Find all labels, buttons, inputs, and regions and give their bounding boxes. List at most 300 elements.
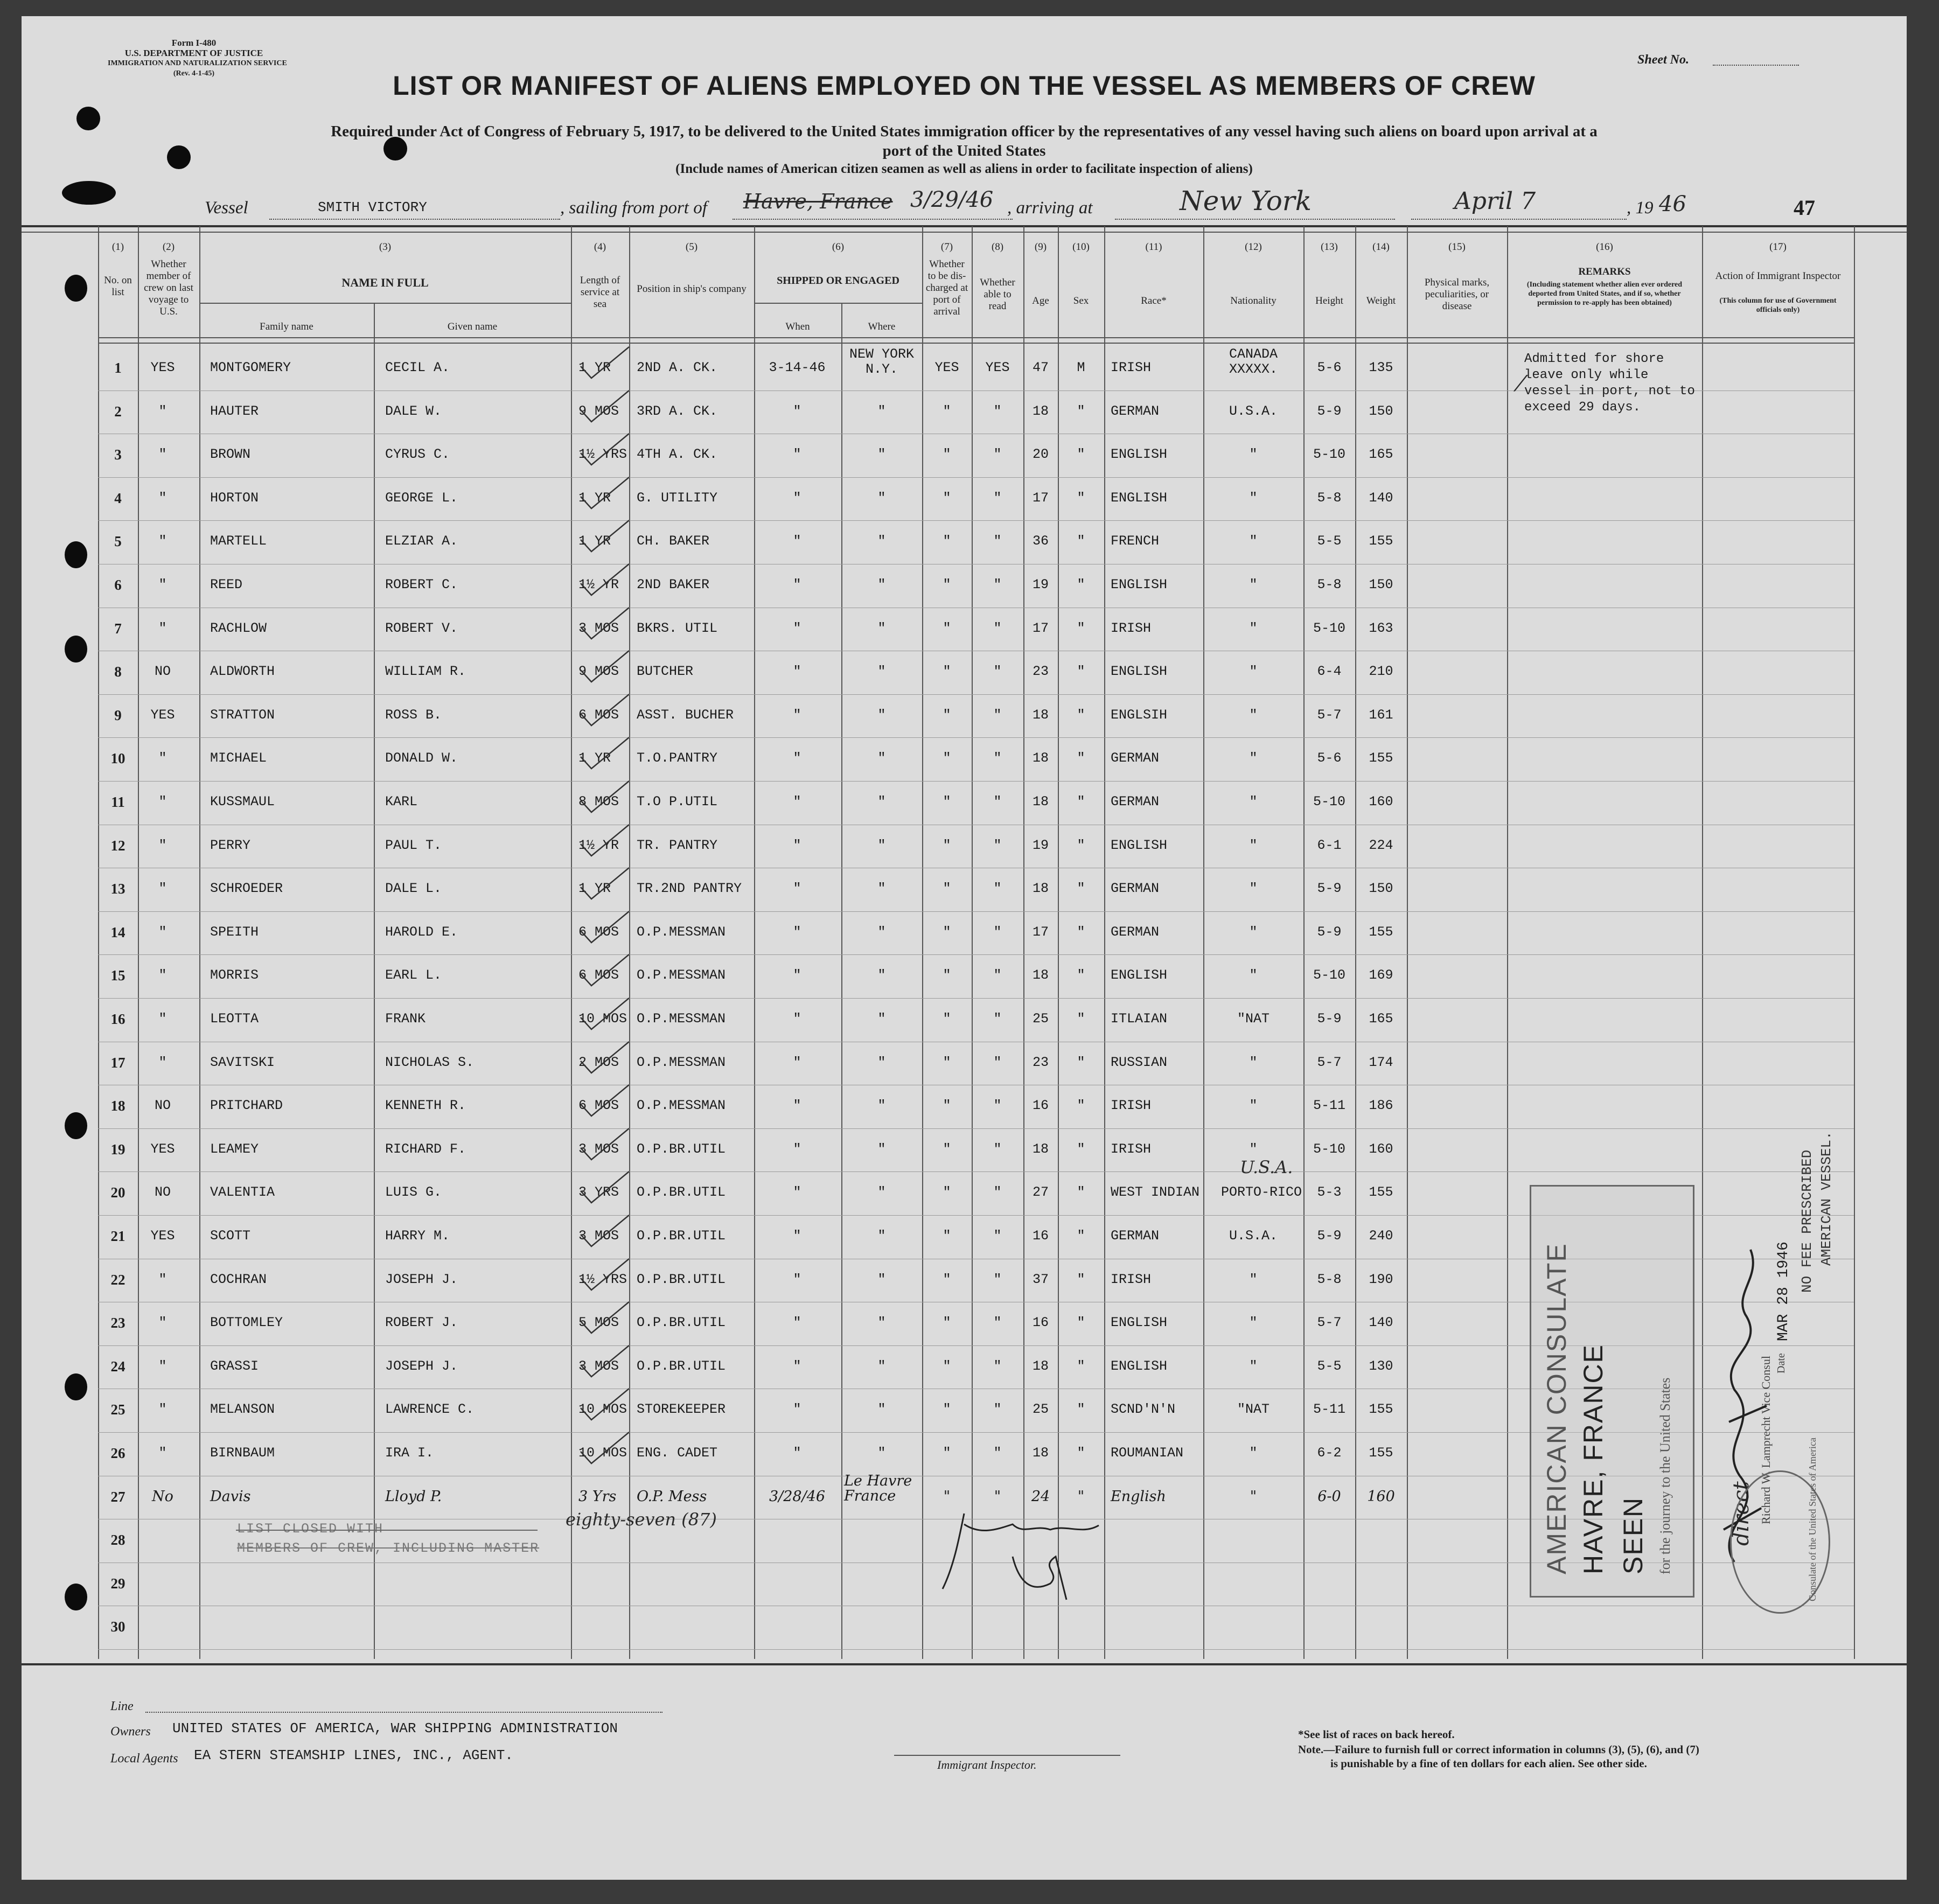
service-length: 2 MOS [578,1054,619,1070]
crew-last-voyage: " [158,837,167,853]
shipped-where: " [877,1011,886,1027]
col-17-num: (17) [1769,241,1787,253]
race: English [1111,1488,1166,1505]
nationality: " [1249,490,1258,506]
sex: " [1077,403,1085,419]
able-to-read: " [993,1315,1002,1331]
name-subheader-line [199,303,571,304]
shipped-when: " [793,664,801,680]
height: 5-9 [1317,1228,1342,1244]
given-name: Lloyd P. [385,1488,442,1505]
col-17-label: Action of Immigrant Inspector [1715,270,1841,282]
service-length: 1 YR [578,360,611,375]
given-name: HAROLD E. [385,924,458,940]
punch-hole [65,275,87,302]
shipped-where: " [877,1271,886,1287]
nationality: " [1249,924,1258,940]
sex: " [1077,1401,1085,1418]
check-mark [575,345,634,382]
header-bottom-2 [98,343,1854,344]
shipped-when: " [793,794,801,810]
row-rule [98,998,1854,999]
service-length: 10 MOS [578,1011,627,1027]
col-13-label: Height [1315,295,1343,306]
weight: 155 [1369,1445,1393,1461]
family-name: ALDWORTH [210,664,275,680]
crew-last-voyage: " [158,967,167,984]
service-length: 1½ YRS [578,447,627,463]
race: ENGLISH [1111,967,1168,984]
height: 6-1 [1317,837,1342,853]
able-to-read: " [993,490,1002,506]
ship-position: BKRS. UTIL [637,620,718,636]
weight: 240 [1369,1228,1393,1244]
age: 17 [1032,620,1049,636]
family-name: SPEITH [210,924,259,940]
row-rule [98,1649,1854,1650]
age: 25 [1032,1011,1049,1027]
row-number: 5 [114,533,122,550]
vessel-name: SMITH VICTORY [318,199,427,215]
form-number: Form I-480 [171,38,217,48]
height: 6-4 [1317,664,1342,680]
col-17-note: (This column for use of Government officials only) [1719,297,1837,314]
service-length: 3 MOS [578,1228,619,1244]
row-rule [98,911,1854,912]
ship-position: O.P.BR.UTIL [637,1184,726,1201]
sex: " [1077,1141,1085,1157]
ship-position: ENG. CADET [637,1445,718,1461]
family-name: Davis [210,1488,251,1505]
to-be-discharged: " [943,447,951,463]
row-rule [98,1171,1854,1172]
race: ENGLISH [1111,577,1168,592]
weight: 174 [1369,1054,1393,1070]
weight: 224 [1369,837,1393,853]
nationality: " [1249,794,1258,810]
row-number: 27 [110,1488,125,1505]
able-to-read: " [993,620,1002,636]
service-length: 6 MOS [578,1098,619,1114]
col-3-num: (3) [379,241,392,253]
shipped-when: " [793,1141,801,1157]
col-16-num: (16) [1596,241,1613,253]
footer-line-label: Line [110,1699,134,1713]
nationality: U.S.A. [1229,1228,1278,1244]
col-5-label: Position in ship's company [637,283,747,295]
able-to-read: " [993,1098,1002,1114]
ship-position: 2ND BAKER [637,577,710,592]
age: 47 [1032,360,1049,375]
crew-last-voyage: " [158,577,167,592]
crew-last-voyage: " [158,1358,167,1374]
shipped-where: " [877,707,886,723]
sex: M [1077,360,1085,375]
col-6-label: SHIPPED OR ENGAGED [777,275,899,287]
form-service: IMMIGRATION AND NATURALIZATION SERVICE [108,59,287,67]
footer-owners-label: Owners [110,1725,151,1739]
nationality: " [1249,1098,1258,1114]
footer-line-field [145,1712,662,1713]
race: WEST INDIAN [1111,1184,1200,1201]
ship-position: 2ND A. CK. [637,360,718,375]
given-name: PAUL T. [385,837,442,853]
given-name: HARRY M. [385,1228,450,1244]
given-name: EARL L. [385,967,442,984]
seal-text: Consulate of the United States of America [1807,1438,1818,1601]
crew-last-voyage: NO [154,1184,171,1201]
able-to-read: " [993,1228,1002,1244]
given-name: FRANK [385,1011,426,1027]
height: 5-11 [1313,1098,1345,1114]
weight: 155 [1369,1401,1393,1418]
weight: 210 [1369,664,1393,680]
check-mark [575,1083,634,1120]
nationality: " [1249,967,1258,984]
shipped-where: " [877,664,886,680]
nationality: " [1249,1271,1258,1287]
race: ENGLISH [1111,490,1168,506]
family-name: REED [210,577,243,592]
row-rule [98,954,1854,955]
row-number: 19 [110,1141,125,1157]
age: 18 [1032,707,1049,723]
shipped-when: " [793,1228,801,1244]
age: 17 [1032,490,1049,506]
crew-last-voyage: " [158,490,167,506]
shipped-where: " [877,1358,886,1374]
family-name: BIRNBAUM [210,1445,275,1461]
to-be-discharged: " [943,924,951,940]
sex: " [1077,707,1085,723]
able-to-read: " [993,1271,1002,1287]
service-length: 5 MOS [578,1315,619,1331]
race: GERMAN [1111,924,1160,940]
col-10-label: Sex [1073,295,1089,306]
row-number: 25 [110,1401,125,1418]
to-be-discharged: " [943,1054,951,1070]
given-name: ROSS B. [385,707,442,723]
to-be-discharged: " [943,794,951,810]
given-name: DALE W. [385,403,442,419]
given-name: DALE L. [385,881,442,897]
weight: 140 [1369,1315,1393,1331]
col-15-num: (15) [1448,241,1466,253]
shipped-when: " [793,1054,801,1070]
list-closed-count: eighty-seven (87) [566,1509,717,1530]
arrival-year: 46 [1659,192,1686,217]
age: 36 [1032,533,1049,549]
col-9-label: Age [1032,295,1049,306]
sex: " [1077,750,1085,766]
sheet-number-field [1713,65,1799,66]
to-be-discharged: " [943,1315,951,1331]
nationality-correction-row-20: U.S.A. [1240,1157,1293,1177]
shipped-when: " [793,1315,801,1331]
check-mark [575,648,634,686]
crew-last-voyage: YES [150,1141,175,1157]
col-6-sub-when: When [785,321,810,332]
fine-note-2: is punishable by a fine of ten dollars for each alien. See other side. [1330,1757,1647,1770]
ship-position: T.O.PANTRY [637,750,718,766]
shipped-where: " [877,1184,886,1201]
sex: " [1077,1054,1085,1070]
form-subtitle-1: Required under Act of Congress of February 5, 1917, to be delivered to the United States immigration officer by the representatives of any vessel having such aliens on board upon arrival at a [331,123,1598,140]
service-length: 6 MOS [578,924,619,940]
to-be-discharged: " [943,577,951,592]
able-to-read: " [993,1054,1002,1070]
race: ROUMANIAN [1111,1445,1184,1461]
able-to-read: " [993,881,1002,897]
weight: 186 [1369,1098,1393,1114]
nationality: " [1249,1141,1258,1157]
race: GERMAN [1111,750,1160,766]
shipped-where: " [877,881,886,897]
to-be-discharged: " [943,1401,951,1418]
col-divider [571,226,572,1659]
row-rule [98,737,1854,738]
ship-position: 4TH A. CK. [637,447,718,463]
punch-hole [62,181,116,205]
weight: 150 [1369,577,1393,592]
row-number: 29 [110,1575,125,1592]
able-to-read: " [993,1011,1002,1027]
sex: " [1077,1271,1085,1287]
to-be-discharged: " [943,967,951,984]
age: 18 [1032,967,1049,984]
sex: " [1077,1358,1085,1374]
row-rule [98,520,1854,521]
weight: 130 [1369,1358,1393,1374]
footer-agents-label: Local Agents [110,1752,178,1766]
row-rule [98,1128,1854,1129]
row-number: 11 [111,794,125,810]
given-name: ROBERT J. [385,1315,458,1331]
stamp-consulate-city: HAVRE, FRANCE [1578,1344,1608,1574]
crew-last-voyage: " [158,1011,167,1027]
given-name: KARL [385,794,418,810]
ship-position: T.O P.UTIL [637,794,718,810]
race: IRISH [1111,1271,1152,1287]
service-length: 1 YR [578,750,611,766]
shipped-where: " [877,1228,886,1244]
to-be-discharged: " [943,1445,951,1461]
age: 37 [1032,1271,1049,1287]
ship-position: O.P.MESSMAN [637,967,726,984]
ship-position: O.P.MESSMAN [637,1011,726,1027]
punch-hole [65,636,87,662]
shipped-where: " [877,1445,886,1461]
service-length: 10 MOS [578,1445,627,1461]
weight: 190 [1369,1271,1393,1287]
age: 16 [1032,1228,1049,1244]
col-16-note: (Including statement whether alien ever ordered deported from United States, and if so, whether permission to re-apply has been obtained) [1526,281,1683,307]
weight: 150 [1369,881,1393,897]
weight: 169 [1369,967,1393,984]
race-note: *See list of races on back hereof. [1298,1728,1455,1741]
check-mark [575,605,634,643]
row-number: 22 [110,1271,125,1288]
col-7-label: Whether to be dis-charged at port of arrival [925,259,968,317]
row-number: 4 [114,490,122,506]
shipped-subheader-line [754,303,922,304]
punch-hole [65,1373,87,1400]
crew-last-voyage: NO [154,1098,171,1114]
check-mark [575,475,634,513]
form-department: U.S. DEPARTMENT OF JUSTICE [124,48,263,58]
col-divider [199,226,200,1659]
sailing-date: 3/29/46 [910,187,994,212]
nationality: " [1249,664,1258,680]
able-to-read: " [993,794,1002,810]
service-length: 3 MOS [578,1141,619,1157]
nationality: "NAT [1237,1401,1270,1418]
able-to-read: " [993,1401,1002,1418]
row-rule [98,694,1854,695]
sex: " [1077,447,1085,463]
age: 23 [1032,664,1049,680]
ship-position: O.P. Mess [637,1488,707,1505]
race: SCND'N'N [1111,1401,1176,1418]
family-name: HAUTER [210,403,259,419]
row-number: 18 [110,1098,125,1114]
row-number: 12 [110,837,125,854]
check-mark [575,1213,634,1251]
nationality: " [1249,1445,1258,1461]
nationality: " [1249,750,1258,766]
to-be-discharged: " [943,1271,951,1287]
age: 18 [1032,1358,1049,1374]
weight: 155 [1369,533,1393,549]
shipped-where: " [877,750,886,766]
shipped-when: " [793,490,801,506]
arrival-date: April 7 [1454,187,1536,215]
family-name: HORTON [210,490,259,506]
col-13-num: (13) [1321,241,1338,253]
nationality: " [1249,533,1258,549]
age: 27 [1032,1184,1049,1201]
height: 5-9 [1317,924,1342,940]
col-9-num: (9) [1034,241,1047,253]
col-12-num: (12) [1245,241,1262,253]
sailing-label: , sailing from port of [560,198,707,218]
race: IRISH [1111,1098,1152,1114]
family-name: LEOTTA [210,1011,259,1027]
race: GERMAN [1111,881,1160,897]
sailing-port: Havre, France [743,190,893,213]
page-number: 47 [1794,196,1815,220]
ship-position: O.P.BR.UTIL [637,1358,726,1374]
row-rule [98,781,1854,782]
family-name: MARTELL [210,533,267,549]
shipped-where: " [877,490,886,506]
ship-position: BUTCHER [637,664,694,680]
age: 16 [1032,1098,1049,1114]
col-divider [374,304,375,1659]
col-divider [1203,226,1204,1659]
age: 18 [1032,794,1049,810]
family-name: PRITCHARD [210,1098,283,1114]
age: 16 [1032,1315,1049,1331]
date-field-line [1411,219,1627,220]
nationality: " [1249,1358,1258,1374]
col-8-num: (8) [991,241,1004,253]
check-mark [575,1040,634,1077]
check-mark [575,822,634,860]
row-number: 15 [110,967,125,984]
nationality: U.S.A. [1229,403,1278,419]
row-number: 9 [114,707,122,723]
list-closed-line-2: MEMBERS OF CREW, INCLUDING MASTER [237,1540,540,1556]
to-be-discharged: " [943,707,951,723]
crew-last-voyage: " [158,1315,167,1331]
able-to-read: " [993,750,1002,766]
check-mark [575,779,634,817]
shipped-when: " [793,447,801,463]
family-name: STRATTON [210,707,275,723]
stamp-seen: SEEN [1618,1496,1648,1574]
able-to-read: " [993,1445,1002,1461]
shipped-when: " [793,967,801,984]
service-length: 8 MOS [578,794,619,810]
age: 20 [1032,447,1049,463]
able-to-read: YES [985,360,1010,375]
ship-position: TR. PANTRY [637,837,718,853]
given-name: DONALD W. [385,750,458,766]
strike-line [236,1530,538,1531]
crew-last-voyage: " [158,750,167,766]
sex: " [1077,533,1085,549]
weight: 165 [1369,1011,1393,1027]
crew-last-voyage: " [158,403,167,419]
to-be-discharged: " [943,881,951,897]
col-divider [98,226,99,1659]
given-name: WILLIAM R. [385,664,466,680]
family-name: GRASSI [210,1358,259,1374]
check-mark [575,1300,634,1337]
to-be-discharged: " [943,750,951,766]
check-mark [575,996,634,1034]
family-name: MONTGOMERY [210,360,291,375]
row-number: 2 [114,403,122,420]
row-number: 23 [110,1315,125,1331]
row-number: 7 [114,620,122,637]
height: 5-7 [1317,1054,1342,1070]
race: ITLAIAN [1111,1011,1168,1027]
height: 5-7 [1317,1315,1342,1331]
arriving-label: , arriving at [1007,198,1093,218]
family-name: LEAMEY [210,1141,259,1157]
shipped-where: " [877,620,886,636]
given-name: GEORGE L. [385,490,458,506]
col-4-label: Length of service at sea [580,275,620,310]
crew-last-voyage: " [158,533,167,549]
crew-last-voyage: " [158,924,167,940]
shipped-when: " [793,1445,801,1461]
family-name: MORRIS [210,967,259,984]
race: IRISH [1111,360,1152,375]
col-divider [1507,226,1508,1659]
row-number: 13 [110,881,125,897]
height: 5-8 [1317,577,1342,592]
sex: " [1077,577,1085,592]
given-name: IRA I. [385,1445,434,1461]
inspector-signature-line [894,1755,1120,1756]
col-divider [1854,226,1855,1659]
weight: 155 [1369,750,1393,766]
form-subtitle-2: port of the United States [882,142,1046,159]
age: 19 [1032,577,1049,592]
